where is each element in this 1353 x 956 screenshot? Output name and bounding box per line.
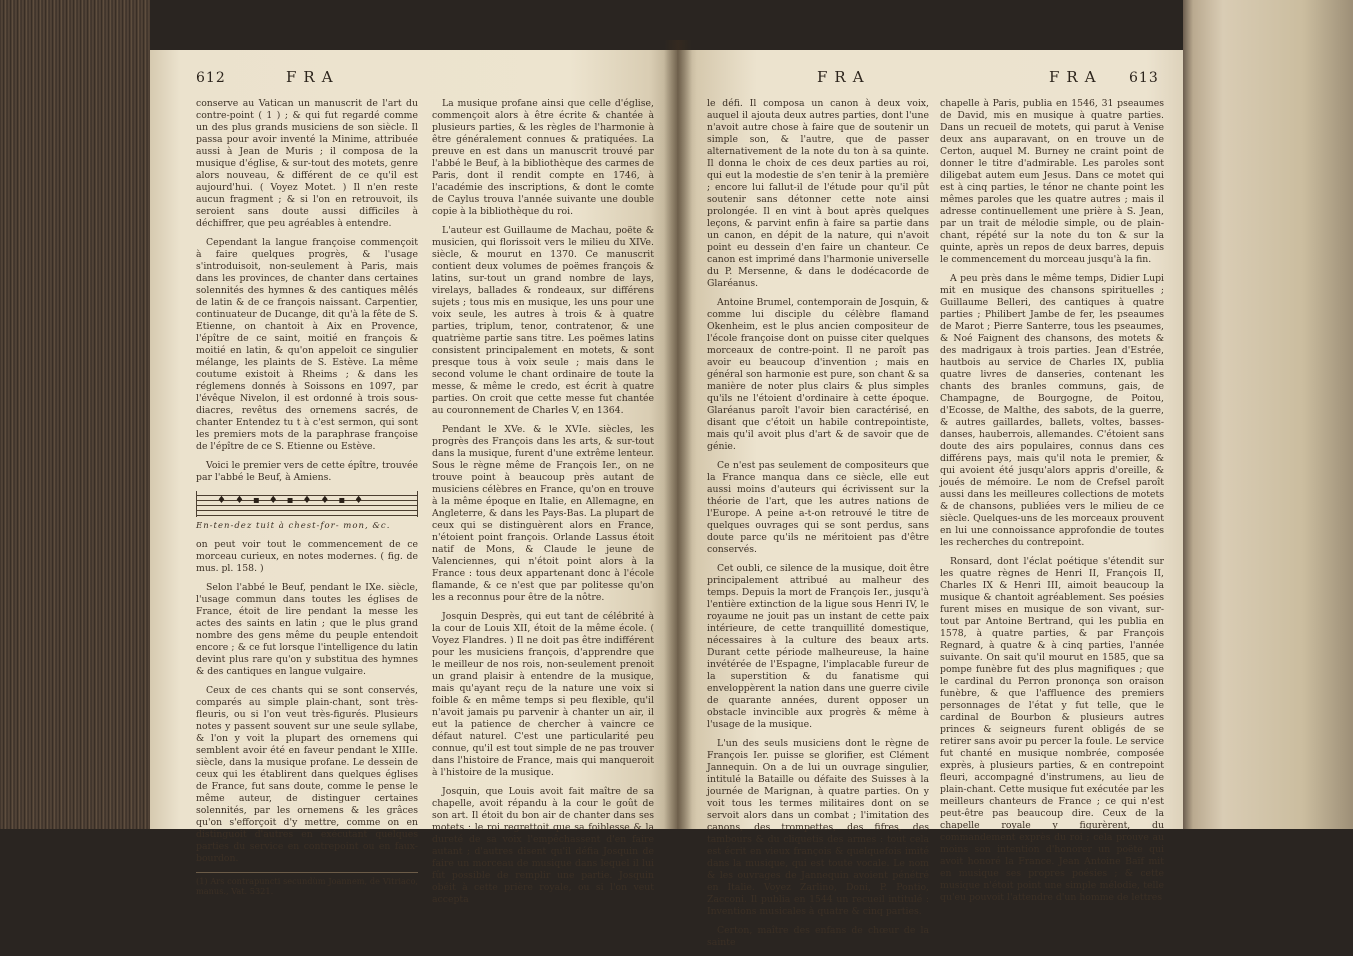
paragraph: conserve au Vatican un manuscrit de l'art du contre-point ( 1 ) ; & qui fut regardé comme un des plus grands musiciens de son siècle. Il passa pour avoir inventé la Minime, attribuée aussi à Jean de Muris ; il composa de la musique d'église, & sur-tout des motets, genre alors nouveau, & différent de ce qu'il est aujourd'hui. ( Voyez Motet. ) Il n'en reste aucun fragment ; & si l'on en retrouvoit, ils seroient sans doute aussi difficiles à déchiffrer, que peu agréables à entendre. (196, 98, 418, 229)
paragraph: Josquin Desprès, qui eut tant de célébrité à la cour de Louis XII, étoit de la même école. ( Voyez Flandres. ) Il ne doit pas être indifférent pour les musiciens françois, d'apprendre que le meilleur de nos rois, non-seulement prenoit un grand plaisir à entendre de la musique, mais qu'ayant reçu de la nature une voix si foible & en même temps si peu flexible, qu'il n'avoit jamais pu parvenir à chanter un air, il eut la patience de chercher à vaincre ce défaut naturel. C'est une particularité peu connue, qu'il est tout simple de ne pas trouver dans l'histoire de France, mais qui manqueroit à l'histoire de la musique. (432, 611, 654, 778)
right-column (940, 98, 1164, 911)
paragraph: Selon l'abbé le Beuf, pendant le IXe. siècle, l'usage commun dans toutes les églises de France, étoit de lire pendant la messe les actes des saints en latin ; que le plus grand nombre des gens même du peuple entendoit encore ; & ce fut lorsque l'intelligence du latin devint plus rare qu'on y substitua des hymnes & des cantiques en langue vulgaire. (196, 582, 418, 677)
running-header-repeat: FRA (1049, 68, 1103, 86)
paragraph: on peut voir tout le commencement de ce morceau curieux, en notes modernes. ( fig. de mus. pl. 158. ) (196, 539, 418, 574)
book-gutter (664, 40, 692, 829)
paragraph: Ceux de ces chants qui se sont conservés, comparés au simple plain-chant, sont très-fleuris, ou si l'on veut très-figurés. Plusieurs notes y passent souvent sur une seule syllabe, & l'on y voit la plupart des ornemens qui semblent avoir été en faveur pendant le XIIIe. siècle, dans la musique profane. Le dessein de ceux qui les établirent dans quelques églises de France, fut sans doute, comme le pense le même auteur, de distinguer certaines solennités, par les ornemens & les grâces qu'on s'efforçoit d'y mettre, comme on en distinguoit d'autres en exécutant quelques parties du service en contrepoint ou en faux-bourdon. (196, 685, 418, 864)
paragraph: le défi. Il composa un canon à deux voix, auquel il ajouta deux autres parties, dont l'une n'avoit autre chose à faire que de soutenir un simple son, & l'autre, que de passer alternativement de la note du ton à sa quinte. Il donna le choix de ces deux parties au roi, qui eut la modestie de s'en tenir à la première ; encore lui fallut-il de l'étude pour qu'il pût soutenir sans détonner cette note ainsi prolongée. Il en vint à bout après quelques leçons, & parvint enfin à faire sa partie dans un canon, en dépit de la nature, qui n'avoit point eu dessein d'en faire un chanteur. Ce canon est imprimé dans l'harmonie universelle du P. Mersenne, & dans le dodécacorde de Glaréanus. (707, 98, 929, 289)
page-number: 612 (196, 70, 226, 86)
paragraph: Certon, maître des enfans de chœur de la sainte (707, 925, 929, 948)
right-column (432, 98, 654, 913)
left-page-edges (0, 0, 150, 829)
paragraph: A peu près dans le même temps, Didier Lupi mit en musique des chansons spirituelles ; Guillaume Belleri, des cantiques à quatre parties ; Philibert Jambe de fer, les pseaumes de Marot ; Pierre Santerre, tous les pseaumes, & Noé Faignent des chansons, des motets & des madrigaux à trois parties. Jean d'Estrée, hautbois au service de Charles IX, publia quatre livres de danseries, contenant les chants des branles communs, gais, de Champagne, de Bourgogne, de Poitou, d'Ecosse, de Malthe, des sabots, de la guerre, & autres gaillardes, ballets, voltes, basses-danses, hauberrois, allemandes. C'étoient sans doute des airs populaires, connus dans ces différens pays, mais qu'il nota le premier, & qui avoient été jusqu'alors appris d'oreille, & joués de mémoire. Le nom de Crefsel paroît aussi dans les meilleures collections de motets & de chansons, publiées vers le milieu de ce siècle. Quelques-uns de les morceaux prouvent en lui une connoissance approfondie de toutes les recherches du contrepoint. (940, 273, 1164, 548)
paragraph: Cet oubli, ce silence de la musique, doit être principalement attribué au malheur des temps. Depuis la mort de François Ier., jusqu'à l'entière extinction de la ligue sous Henri IV, le royaume ne jouit pas un instant de cette paix intérieure, de cette tranquillité domestique, nécessaires à la culture des beaux arts. Durant cette période malheureuse, la haine invétérée de l'Espagne, l'implacable fureur de la superstition & du fanatisme qui enveloppèrent la nation dans une guerre civile de quarante années, durent opposer un obstacle invincible aux progrès & même à l'usage de la musique. (707, 563, 929, 730)
paragraph: Voici le premier vers de cette épître, trouvée par l'abbé le Beuf, à Amiens. (196, 460, 418, 483)
paragraph: Ronsard, dont l'éclat poétique s'étendit sur les quatre règnes de Henri II, François II, Charles IX & Henri III, aimoit beaucoup la musique & chantoit agréablement. Ses poésies furent mises en musique de son vivant, sur-tout par Antoine Bertrand, qui les publia en 1578, à quatre parties, & par François Regnard, à quatre & à cinq parties, l'année suivante. On sait qu'il mourut en 1585, que sa pompe funèbre fut des plus magnifiques ; que le cardinal du Perron prononça son oraison funèbre, & que l'affluence des premiers personnages de l'état y fut telle, que le cardinal de Bourbon & plusieurs autres princes & seigneurs furent obligés de se retirer sans avoir pu percer la foule. Le service fut chanté en musique nombrée, composée exprès, à plusieurs parties, & en contrepoint fleuri, accompagné d'instrumens, au lieu de plain-chant. Cette musique fut exécutée par les meilleurs chanteurs de France ; ce qui n'est peut-être pas beaucoup dire. Ceux de la chapelle royale y figurèrent, du commandement exprès du roi ; cela prouve au moins son intention d'honorer un poëte qui avoit honoré la France. Jean Antoine Baïf mit en musique ses propres poésies ; & cette musique n'étoit point une simple mélodie, telle qu'eu pouvoit l'attendre d'un homme de lettres (940, 556, 1164, 903)
paragraph: La musique profane ainsi que celle d'église, commençoit alors à être écrite & chantée à plusieurs parties, & les règles de l'harmonie à être généralement connues & pratiquées. La preuve en est dans un manuscrit trouvé par l'abbé le Beuf, à la bibliothèque des carmes de Paris, dont il rendit compte en 1746, à l'académie des inscriptions, & dont le comte de Caylus trouva l'année suivante une double copie à la bibliothèque du roi. (432, 98, 654, 217)
paragraph: Antoine Brumel, contemporain de Josquin, & comme lui disciple du célèbre flamand Okenheim, est le plus ancien compositeur de l'école françoise dont on puisse citer quelques morceaux de contre-point. Il ne paroît pas avoir eu beaucoup d'invention ; mais en général son harmonie est pure, son chant & sa manière de noter plus clairs & plus simples qu'ils ne l'étoient d'ordinaire à cette époque. Glaréanus paroît l'avoir bien caractérisé, en disant que c'étoit un habile contrepointiste, mais qu'il avoit plus d'art & de savoir que de génie. (707, 297, 929, 452)
running-header: FRA (286, 68, 340, 86)
paragraph: Cependant la langue françoise commençoit à faire quelques progrès, & l'usage s'introduisoit, non-seulement à Paris, mais dans les provinces, de chanter dans certaines solennités des hymnes & des cantiques mêlés de latin & de ce françois naissant. Carpentier, continuateur de Ducange, dit qu'à la fête de S. Etienne, on chantoit à Aix en Provence, l'épître de ce saint, moitié en françois & moitié en latin, & qu'on appeloit ce singulier mélange, les plaints de S. Estève. La même coutume existoit à Rheims ; & dans les réglemens donnés à Soissons en 1097, par l'évêque Nivelon, il est ordonné à trois sous-diacres, revêtus des ornemens sacrés, de chanter Entendez tu t à c'est sermon, qui sont les premiers mots de la paraphrase françoise de l'épître de ce S. Etienne ou Estève. (196, 237, 418, 452)
paragraph: Pendant le XVe. & le XVIe. siècles, les progrès des François dans les arts, & sur-tout dans la musique, furent d'une extrême lenteur. Sous le règne même de François Ier., on ne trouve point à beaucoup près autant de musiciens célèbres en France, qu'on en trouve à la même époque en Italie, en Allemagne, en Angleterre, & dans les Pays-Bas. La plupart de ceux qui se distinguèrent alors en France, n'étoient point françois. Orlande Lassus étoit natif de Mons, & Claude le jeune de Valenciennes, qui n'étoit point alors à la France : tous deux appartenant donc à l'école flamande, & ce n'est que par politesse qu'on les a reconnus pour être de la nôtre. (432, 424, 654, 603)
left-column (707, 98, 929, 956)
music-staff (196, 491, 418, 517)
footnote: (1) Ars contrapuncti secundùm Joannem, de Vitriaco, manus., Vat. 5321. (196, 872, 418, 896)
paragraph: Ce n'est pas seulement de compositeurs que la France manqua dans ce siècle, elle eut aussi moins d'auteurs qui écrivissent sur la théorie de l'art, que les autres nations de l'Europe. A peine a-t-on retrouvé le titre de quelques ouvrages qui se sont perdus, sans doute parce qu'ils ne méritoient pas d'être conservés. (707, 460, 929, 555)
running-header: FRA (817, 68, 871, 86)
right-page (677, 50, 1183, 948)
paragraph: L'auteur est Guillaume de Machau, poëte & musicien, qui florissoit vers le milieu du XIVe. siècle, & mourut en 1370. Ce manuscrit contient deux volumes de poëmes françois & latins, sur-tout un grand nombre de lays, virelays, ballades & rondeaux, sur différens sujets ; tous mis en musique, les uns pour une voix seule, les autres à trois & à quatre parties, triplum, tenor, contratenor, & une quatrième partie sans titre. Les poëmes latins consistent principalement en motets, & sont presque tous à voix seule ; mais dans le second volume le chant ordinaire de toute la messe, & même le credo, est écrit à quatre parties. On croit que cette messe fut chantée au couronnement de Charles V, en 1364. (432, 225, 654, 416)
page-number: 613 (1129, 70, 1159, 86)
paragraph: Josquin, que Louis avoit fait maître de sa chapelle, avoit répandu à la cour le goût de son art. Il étoit du bon air de chanter dans ses motets : le roi regrettoit que sa foiblesse & la dureté de sa voix l'empêchassent d'en faire autant ; d'autres disent qu'il défia Josquin de faire un morceau de musique dans lequel il lui fût possible de remplir une partie. Josquin obéit à cette prière royale, ou si l'on veut accepta (432, 786, 654, 905)
left-column (196, 98, 418, 903)
left-page (150, 50, 677, 905)
paragraph: chapelle à Paris, publia en 1546, 31 pseaumes de David, mis en musique à quatre parties. Dans un recueil de motets, qui parut à Venise deux ans auparavant, on en trouve un de Certon, auquel M. Burney ne craint point de donner le titre d'admirable. Les paroles sont diligebat autem eum Jesus. Dans ce motet qui est à cinq parties, le ténor ne chante point les mêmes paroles que les quatre autres ; mais il adresse continuellement une prière à S. Jean, par un trait de mélodie simple, ou de plain-chant, répété sur la note du ton & sur la quinte, après un repos de deux barres, depuis le commencement du morceau jusqu'à la fin. (940, 98, 1164, 265)
music-lyric: En-ten-dez tuit à chest-for- mon, &c. (196, 521, 391, 531)
paragraph: L'un des seuls musiciens dont le règne de François Ier. puisse se glorifier, est Clément Jannequin. On a de lui un ouvrage singulier, intitulé la Bataille ou défaite des Suisses à la journée de Marignan, à quatre parties. On y voit tous les termes militaires dont on se servoit alors dans un combat ; l'imitation des canons, des trompettes, des fifres, des tambours & du cliquetis des armes : tout cela est écrit en vieux françois & quelquefois imité dans la musique, qui est toute vocale. Le nom & les ouvrages de Jannequin avoient pénétré en Italie. Voyez Zarlino, Doni, P. Pontio, Zacconi. Il publia en 1544 un recueil intitulé : Inventions musicales à quatre & cinq parties. (707, 738, 929, 917)
right-page-edges (1183, 0, 1353, 829)
music-notes-icon: ♦♦▪♦▪♦♦▪♦ (217, 495, 373, 506)
